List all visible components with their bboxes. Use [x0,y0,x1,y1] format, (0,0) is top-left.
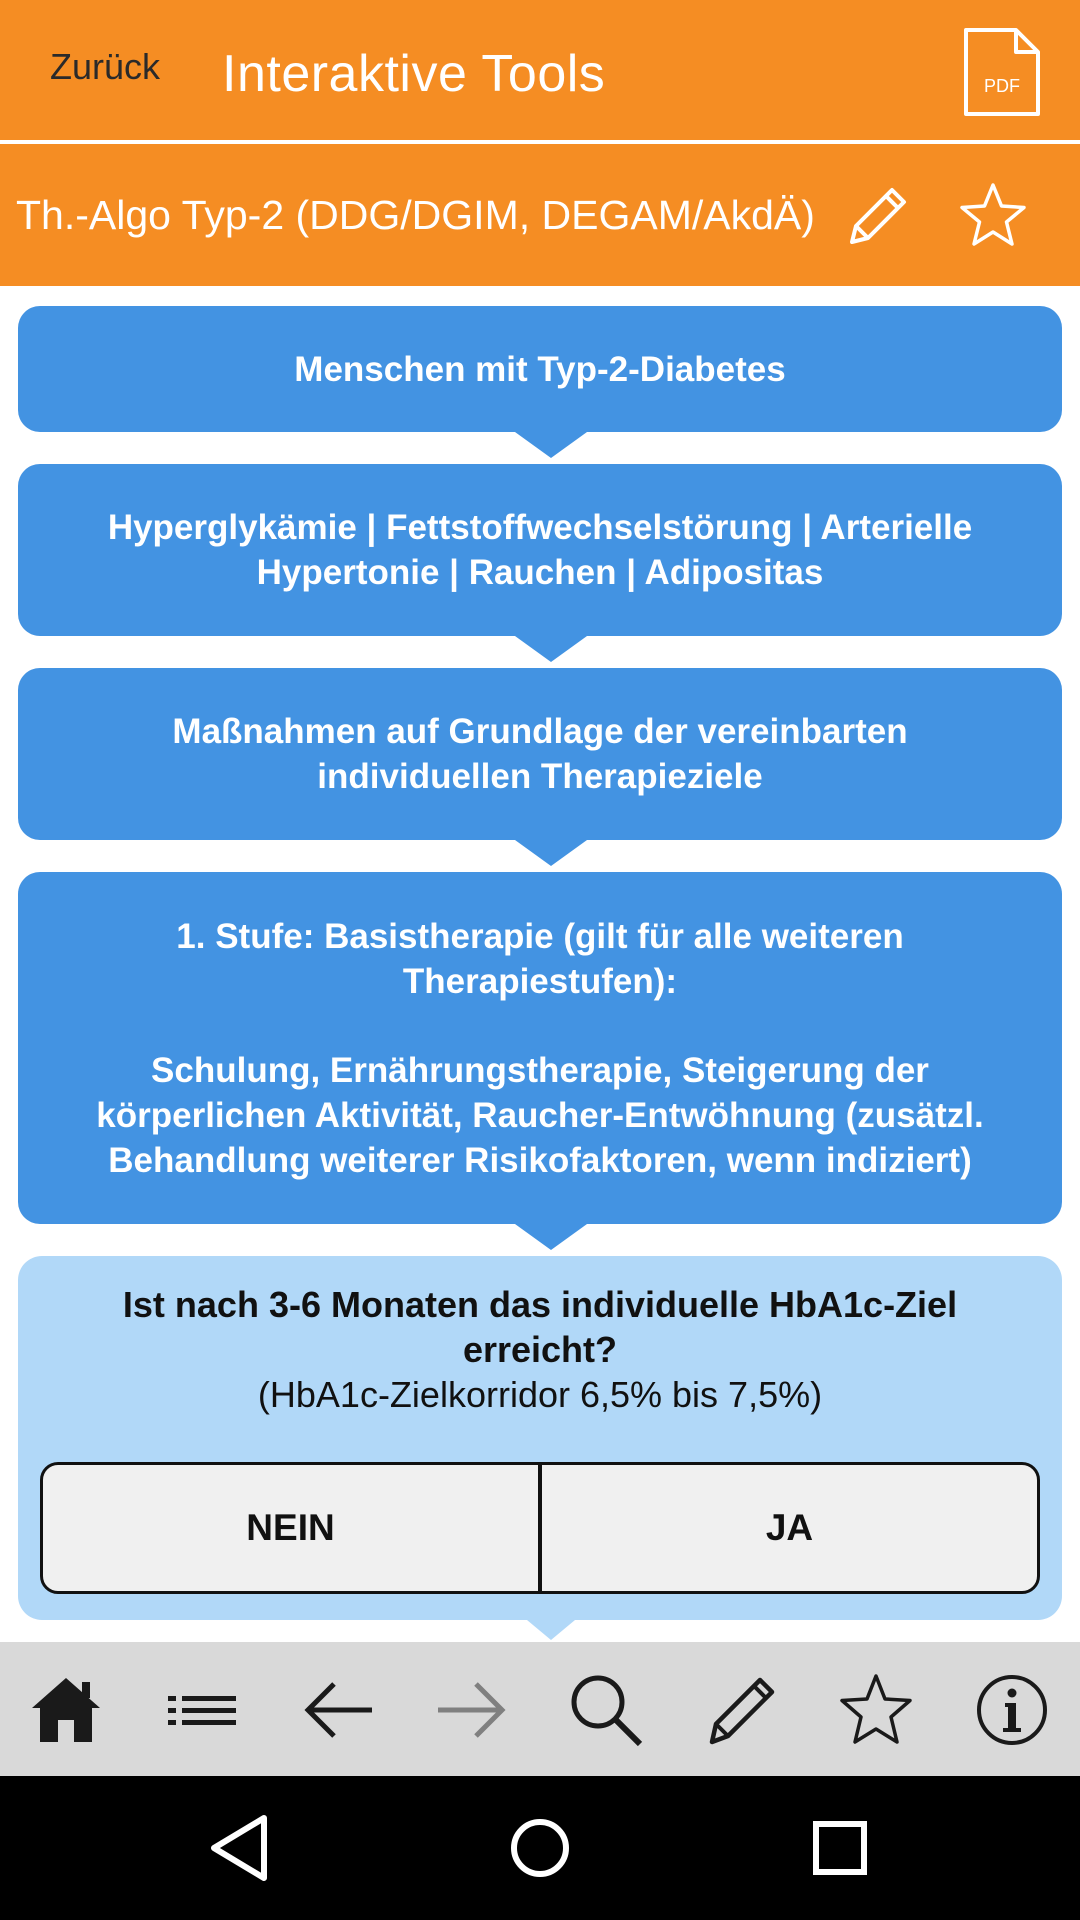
section-header [0,144,1080,286]
app-bar [0,0,1080,142]
flow-step-text: Behandlung weiterer Risikofaktoren, wenn indiziert) [108,1140,972,1180]
notes-button[interactable] [702,1672,782,1748]
arrow-right-icon [434,1672,510,1748]
flow-connector [515,1224,587,1250]
system-back-button[interactable] [198,1806,282,1890]
flow-connector [515,840,587,866]
favorites-button[interactable] [836,1672,916,1748]
info-button[interactable] [972,1672,1052,1748]
info-icon [974,1672,1050,1748]
pencil-icon [842,182,912,252]
arrow-left-icon [300,1672,376,1748]
pdf-button[interactable] [962,26,1042,118]
decision-box [18,1256,1062,1620]
flow-step-text: Menschen mit Typ-2-Diabetes [294,349,786,389]
pencil-icon [704,1672,780,1748]
app-title: Interaktive Tools [222,45,606,103]
pdf-icon [962,26,1042,118]
bottom-toolbar [0,1642,1080,1776]
star-icon [958,180,1028,250]
flow-step-text: Maßnahmen auf Grundlage der vereinbarten [172,712,908,751]
flow-step-text: Schulung, Ernährungstherapie, Steigerung der [151,1050,929,1090]
flow-step-text: 1. Stufe: Basistherapie (gilt für alle weiteren [176,916,904,956]
flow-step-text: individuellen Therapieziele [317,757,763,796]
triangle-back-icon [198,1806,282,1890]
question-hint: (HbA1c-Zielkorridor 6,5% bis 7,5%) [257,1374,823,1415]
algorithm-flow [0,286,1080,1642]
home-button[interactable] [26,1672,106,1748]
circle-home-icon [498,1806,582,1890]
pdf-label: PDF [984,76,1020,96]
star-icon [838,1672,914,1748]
flow-connector [527,1620,575,1640]
contents-button[interactable] [162,1672,242,1748]
flow-step-basic-therapy[interactable] [18,872,1062,1224]
system-nav-bar [0,1776,1080,1920]
flow-step-risk-factors[interactable] [18,464,1062,636]
back-button[interactable]: Zurück [50,46,161,87]
yes-button[interactable]: JA [765,1507,814,1548]
flow-step-text: Hypertonie | Rauchen | Adipositas [256,553,824,592]
flow-step-measures[interactable] [18,668,1062,840]
no-button[interactable]: NEIN [43,1465,542,1591]
favorite-button[interactable] [958,180,1028,250]
question-line: erreicht? [462,1329,618,1370]
back-nav-button[interactable] [298,1672,378,1748]
search-button[interactable] [566,1672,646,1748]
home-icon [28,1672,104,1748]
edit-note-button[interactable] [842,182,912,252]
system-recents-button[interactable] [798,1806,882,1890]
decision-question [18,1282,1062,1417]
flow-connector [515,636,587,662]
search-icon [568,1672,644,1748]
system-home-button[interactable] [498,1806,582,1890]
flow-step-patients[interactable] [18,306,1062,432]
square-recents-icon [798,1806,882,1890]
flow-connector [515,432,587,458]
decision-buttons [40,1462,1040,1594]
flow-step-text: Therapiestufen): [402,961,678,1001]
flow-step-text: Hyperglykämie | Fettstoffwechselstörung | Arterielle [107,508,973,547]
section-title: Th.-Algo Typ-2 (DDG/DGIM, DEGAM/AkdÄ) [16,192,815,238]
forward-nav-button[interactable] [432,1672,512,1748]
flow-step-text: körperlichen Aktivität, Raucher-Entwöhnung (zusätzl. [96,1095,984,1135]
list-icon [164,1672,240,1748]
question-line: Ist nach 3-6 Monaten das individuelle HbA1c-Ziel [122,1284,958,1325]
